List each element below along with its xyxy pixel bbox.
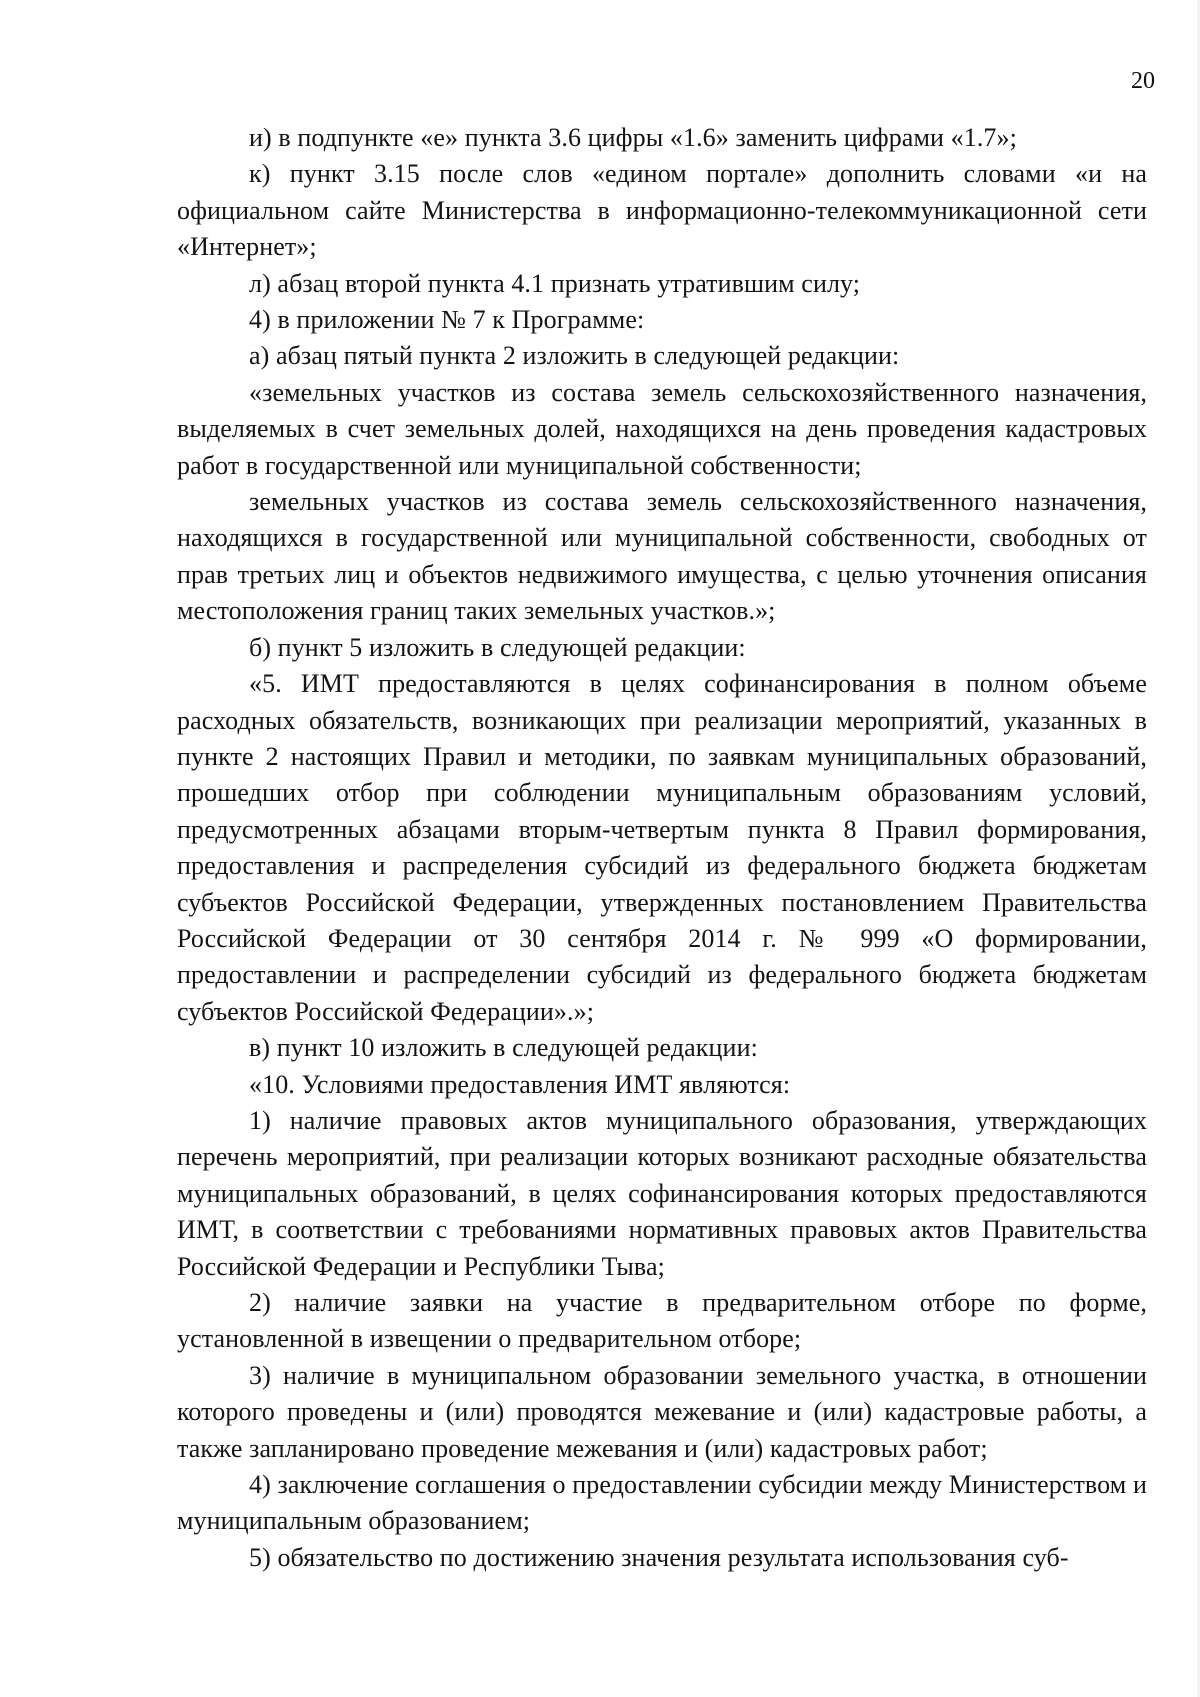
paragraph-subpoint-b: б) пункт 5 изложить в следующей редакции: (249, 632, 746, 662)
paragraph-quote-land-plots-2: земельных участков из состава земель сельскохозяйственного назначения, находящихся в государственной или муниципальной собственности, свободных от прав третьих лиц и объектов недвижимого имущества, с целью уточнения описания местоположения границ таких земельных участков.»; (177, 487, 1147, 626)
paragraph-subpoint-v: в) пункт 10 изложить в следующей редакции: (249, 1033, 758, 1063)
paragraph-quote-point-10: «10. Условиями предоставления ИМТ являются: (249, 1069, 791, 1099)
paragraph-subpoint-i: и) в подпункте «е» пункта 3.6 цифры «1.6» заменить цифрами «1.7»; (249, 123, 1017, 152)
paragraph-condition-2: 2) наличие заявки на участие в предварительном отборе по форме, установленной в извещении о предварительном отборе; (177, 1288, 1147, 1354)
page-number: 20 (1131, 68, 1155, 94)
paragraph-condition-4: 4) заключение соглашения о предоставлении субсидии между Министерством и муниципальным образованием; (177, 1470, 1147, 1536)
paragraph-quote-land-plots-1: «земельных участков из состава земель сельскохозяйственного назначения, выделяемых в счет земельных долей, находящихся на день проведения кадастровых работ в государственной или муниципальной собственности; (177, 377, 1147, 480)
paragraph-condition-3: 3) наличие в муниципальном образовании земельного участка, в отношении которого проведены и (или) проводятся межевание и (или) кадастровые работы, а также запланировано проведение межевания и (или) кадастровых работ; (177, 1360, 1147, 1463)
paragraph-subpoint-a: а) абзац пятый пункта 2 изложить в следующей редакции: (249, 341, 900, 371)
document-body (177, 120, 1147, 1576)
paragraph-subpoint-l: л) абзац второй пункта 4.1 признать утратившим силу; (249, 268, 861, 298)
paragraph-item-4: 4) в приложении № 7 к Программе: (249, 305, 645, 335)
paragraph-quote-point-5: «5. ИМТ предоставляются в целях софинансирования в полном объеме расходных обязательств, возникающих при реализации мероприятий, указанных в пункте 2 настоящих Правил и методики, по заявкам муниципальных образований, прошедших отбор при соблюдении муниципальным образованиям условий, предусмотренных абзацами вторым-четвертым пункта 8 Правил формирования, предоставления и распределения субсидий из федерального бюджета бюджетам субъектов Российской Федерации, утвержденных постановлением Правительства Российской Федерации от 30 сентября 2014 г. № 999 «О формировании, предоставлении и распределении субсидий из федерального бюджета бюджетам субъектов Российской Федерации».»; (177, 669, 1147, 1026)
paragraph-condition-5: 5) обязательство по достижению значения результата использования суб- (249, 1542, 1069, 1572)
paragraph-subpoint-k: к) пункт 3.15 после слов «едином портале» дополнить словами «и на официальном сайте Министерства в информационно-телекоммуникационной сети «Интернет»; (177, 159, 1147, 262)
paragraph-condition-1: 1) наличие правовых актов муниципального образования, утверждающих перечень мероприятий, при реализации которых возникают расходные обязательства муниципальных образований, в целях софинансирования которых предоставляются ИМТ, в соответствии с требованиями нормативных правовых актов Правительства Российской Федерации и Республики Тыва; (177, 1105, 1147, 1281)
